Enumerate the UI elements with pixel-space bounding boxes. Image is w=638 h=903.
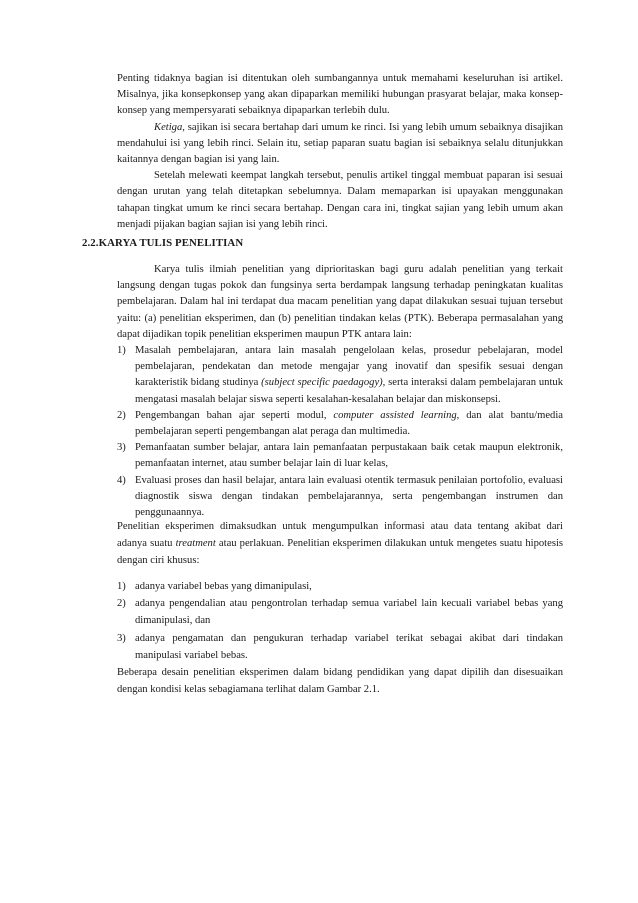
list-item <box>117 630 563 664</box>
list-item <box>117 408 563 440</box>
list-italic: computer assisted learning, <box>333 409 460 421</box>
section-body <box>117 262 563 521</box>
list-text: adanya pengamatan dan pengukuran terhadap variabel terikat sebagai akibat dari tindakan manipulasi variabel bebas. <box>135 632 563 661</box>
list-number: 3) <box>117 632 126 644</box>
list-item <box>117 343 563 408</box>
experiment-text-before: Penelitian eksperimen dimaksudkan untuk mengumpulkan informasi atau data tentang akibat dari adanya suatu <box>117 521 563 550</box>
list-italic: (subject specific paedagogy), <box>261 377 386 389</box>
list-number: 1) <box>117 581 126 592</box>
list-number: 3) <box>117 442 126 454</box>
list-item <box>117 578 563 595</box>
list-number: 4) <box>117 474 126 486</box>
list-text: Pemanfaatan sumber belajar, antara lain pemanfaatan perpustakaan baik cetak maupun elektronik, pemanfaatan internet, atau sumber belajar lain di luar kelas, <box>135 442 563 470</box>
experiment-text-after: atau perlakuan. Penelitian eksperimen dilakukan untuk mengetes suatu hipotesis dengan ciri khusus: <box>117 538 564 567</box>
list-number: 2) <box>117 598 126 610</box>
closing-block <box>117 664 563 698</box>
section-heading: 2.2.KARYA TULIS PENELITIAN <box>82 237 244 249</box>
list-text: adanya variabel bebas yang dimanipulasi, <box>135 581 312 592</box>
intro-paragraph-2-lead: Ketiga, <box>154 121 185 133</box>
list-number: 2) <box>117 409 126 421</box>
list-number: 1) <box>117 345 126 357</box>
intro-paragraph-3: Setelah melewati keempat langkah tersebut, penulis artikel tinggal membuat paparan isi sesuai dengan urutan yang telah ditetapkan sebelumnya. Dalam memaparkan isi upayakan menggunakan tahapan tingkat umum ke rinci secara bertahap. Dengan cara ini, tingkat sajian yang lebih umum akan menjadi pijakan bagian sajian isi yang lebih rinci. <box>117 170 563 230</box>
list-text: Evaluasi proses dan hasil belajar, antara lain evaluasi otentik termasuk penilaian portofolio, evaluasi diagnostik siswa dengan tindakan pembelajarannya, serta pengembangan instrumen dan penggunaannya. <box>135 474 563 519</box>
list-text: adanya pengendalian atau pengontrolan terhadap semua variabel lain kecuali variabel bebas yang dimanipulasi, dan <box>135 598 563 627</box>
closing-paragraph: Beberapa desain penelitian eksperimen dalam bidang pendidikan yang dapat dipilih dan disesuaikan dengan kondisi kelas sebagiamana terlihat dalam Gambar 2.1. <box>117 667 563 696</box>
section-paragraph-1: Karya tulis ilmiah penelitian yang diprioritaskan bagi guru adalah penelitian yang terkait langsung dengan tugas pokok dan fungsinya serta berdampak langsung terhadap peningkatan kualitas pembelajaran. Dalam hal ini terdapat dua macam penelitian yang dapat dilakukan sesuai tujuan tersebut yaitu: (a) penelitian eksperimen, dan (b) penelitian tindakan kelas (PTK). Beberapa permasalahan yang dapat dijadikan topik penelitian eksperimen maupun PTK antara lain: <box>117 264 563 340</box>
treatment-term: treatment <box>175 538 216 550</box>
list-item <box>117 473 563 522</box>
traits-list <box>117 578 563 664</box>
intro-paragraph-2 <box>117 120 563 169</box>
list-text: Masalah pembelajaran, antara lain masalah pengelolaan kelas, prosedur pebelajaran, model pembelajaran, pendekatan dan metode mengajar yang inovatif dan spesifik sesuai dengan karakteristik bidang studinya <box>135 345 563 389</box>
list-text-after: dan alat bantu/media pembelajaran seperti pengembangan alat peraga dan multimedia. <box>135 409 564 438</box>
experiment-paragraph <box>117 518 563 570</box>
list-item <box>117 440 563 472</box>
intro-paragraph-2-rest: sajikan isi secara bertahap dari umum ke rinci. Isi yang lebih umum sebaiknya disajikan mendahului isi yang lebih rinci. Selain itu, setiap paparan suatu bagian isi sebaiknya selalu ditunjukkan kaitannya dengan bagian isi yang lain. <box>117 121 563 166</box>
list-text-after: serta interaksi dalam pembelajaran untuk mengatasi masalah belajar siswa seperti kesalahan-kesalahan belajar dan miskonsepsi. <box>135 377 563 405</box>
topics-list <box>117 343 563 521</box>
intro-text <box>117 71 563 233</box>
experiment-paragraph-block <box>117 518 563 570</box>
intro-paragraph-1: Penting tidaknya bagian isi ditentukan oleh sumbangannya untuk memahami keseluruhan isi artikel. Misalnya, jika konsepkonsep yang akan dipaparkan memiliki hubungan prasyarat belajar, maka konsep-konsep yang mempersyarati sebaiknya dipaparkan terlebih dulu. <box>117 73 563 117</box>
traits-block <box>117 578 563 664</box>
list-text: Pengembangan bahan ajar seperti modul, <box>135 409 334 421</box>
list-item <box>117 595 563 629</box>
